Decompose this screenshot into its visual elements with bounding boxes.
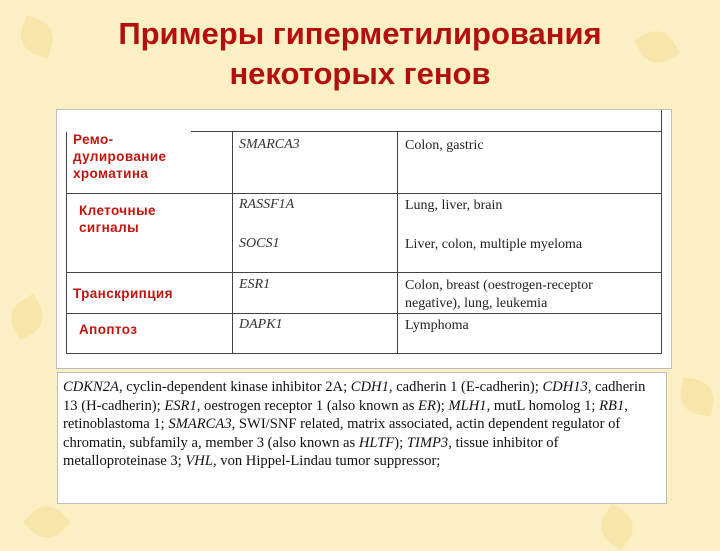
background-leaf: [677, 377, 716, 416]
category-line: Транскрипция: [73, 286, 173, 301]
footnote-text: , tissue inhibitor of metalloproteinase 3;: [63, 434, 559, 469]
footnote-gene-symbol: SMARCA3: [168, 416, 232, 432]
cancer-cell: [405, 277, 593, 313]
column-divider-1: [232, 132, 233, 354]
footnote-text: , von Hippel-Lindau tumor suppressor;: [212, 453, 441, 469]
footnote-gene-symbol: CDH13: [542, 379, 588, 395]
footnote-text: , retinoblastoma 1;: [63, 397, 628, 432]
table-left-border: [66, 132, 67, 354]
cancer-line: negative), lung, leukemia: [405, 296, 548, 311]
cancer-line: Colon, breast (oestrogen-receptor: [405, 278, 593, 293]
footnote-gene-symbol: MLH1: [448, 397, 487, 414]
background-leaf: [593, 503, 640, 550]
footnote-gene-symbol: ER: [418, 397, 436, 414]
footnote-text: );: [435, 397, 449, 414]
table-bottom-border: [66, 353, 662, 354]
cancer-cell: Liver, colon, multiple myeloma: [405, 237, 583, 252]
category-apoptosis: [79, 321, 137, 338]
footnote-text: , mutL homolog 1;: [486, 397, 600, 414]
footnote-gene-symbol: CDKN2A: [63, 379, 119, 395]
row-divider-1: [66, 193, 662, 194]
footnote-text: , cyclin-dependent kinase inhibitor 2A;: [118, 379, 351, 395]
category-cell-signaling: [79, 202, 156, 236]
footnote-text: );: [394, 434, 407, 451]
footnote-text: , oestrogen receptor 1 (also known as: [196, 397, 419, 414]
gene-table: [56, 109, 672, 369]
category-line: хроматина: [73, 166, 149, 181]
table-right-border: [661, 110, 662, 354]
cancer-cell: Lymphoma: [405, 318, 469, 333]
footnote-gene-symbol: ESR1: [164, 397, 197, 414]
gene-cell: RASSF1A: [239, 197, 295, 212]
category-line: Клеточные: [79, 203, 156, 218]
gene-cell: ESR1: [239, 277, 271, 292]
category-line: Ремо-: [73, 132, 114, 147]
footnote-gene-symbol: VHL: [185, 453, 213, 469]
row-divider-3: [66, 313, 662, 314]
category-line: дулирование: [73, 149, 167, 164]
category-line: сигналы: [79, 220, 139, 235]
cancer-cell: Colon, gastric: [405, 138, 484, 153]
row-divider-2: [66, 272, 662, 273]
footnote-text: , SWI/SNF related, matrix associated, actin dependent regulator of chromatin, subfamily a, member 3 (also known as: [63, 416, 621, 451]
gene-cell: SOCS1: [239, 236, 280, 251]
title-line-2: некоторых генов: [229, 56, 491, 91]
footnote-gene-symbol: CDH1: [350, 379, 389, 395]
gene-cell: SMARCA3: [239, 137, 300, 152]
page-title: [0, 14, 720, 94]
background-leaf: [23, 498, 71, 546]
category-chromatin-remodeling: [73, 131, 166, 182]
footnote-gene-symbol: HLTF: [358, 434, 395, 451]
category-transcription: [73, 285, 173, 302]
column-divider-2: [397, 132, 398, 354]
abbreviations-footnote: [57, 372, 667, 504]
cancer-cell: Lung, liver, brain: [405, 198, 503, 213]
title-line-1: Примеры гиперметилирования: [118, 16, 602, 51]
footnote-text: , cadherin 1 (E-cadherin);: [388, 379, 543, 395]
footnote-gene-symbol: TIMP3: [406, 434, 449, 451]
gene-cell: DAPK1: [239, 317, 283, 332]
category-line: Апоптоз: [79, 322, 138, 337]
table-top-border: [191, 131, 661, 132]
footnote-text: , cadherin 13 (H-cadherin);: [63, 379, 646, 414]
background-leaf: [4, 294, 50, 340]
footnote-gene-symbol: RB1: [599, 397, 625, 414]
